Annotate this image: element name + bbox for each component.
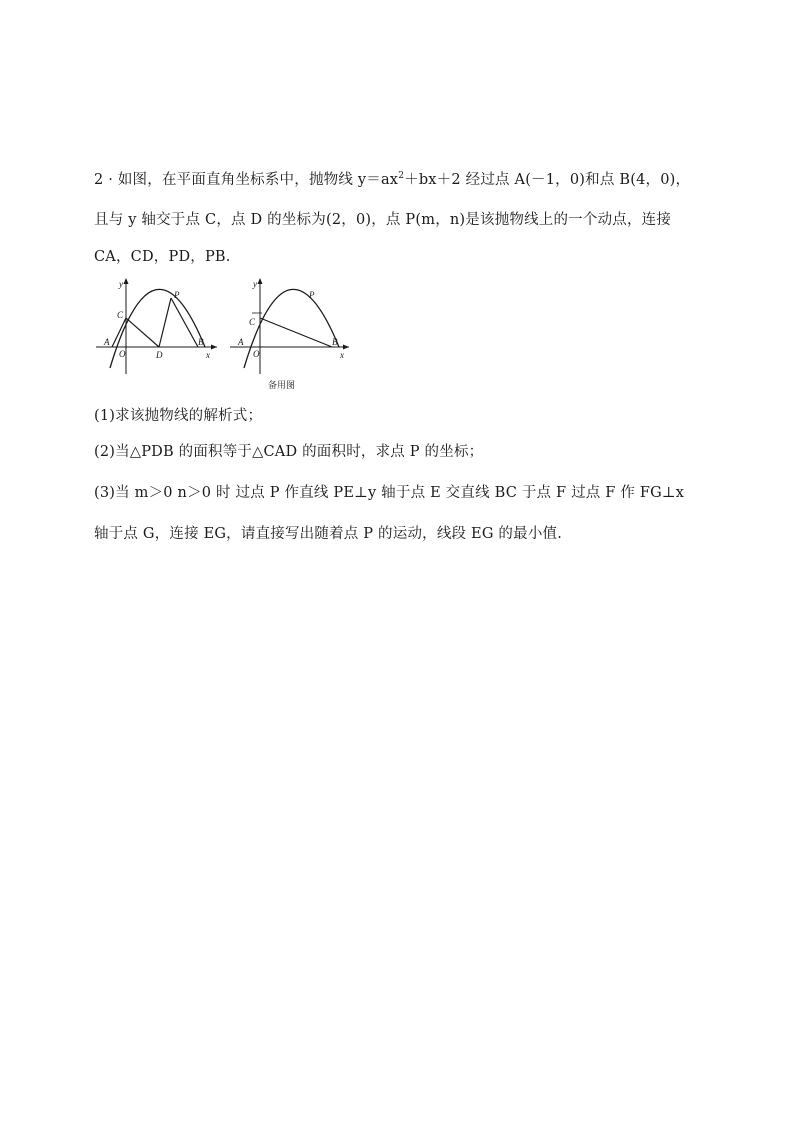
question-2: (2)当△PDB 的面积等于△CAD 的面积时，求点 P 的坐标； <box>94 444 484 460</box>
question-1: (1)求该抛物线的解析式； <box>94 408 263 424</box>
left-y-arrow <box>124 278 129 284</box>
right-label-x: x <box>340 350 344 360</box>
left-label-B: B <box>198 337 204 347</box>
right-figure <box>230 278 349 374</box>
right-label-y: y <box>253 279 257 289</box>
left-label-A: A <box>104 337 110 347</box>
right-y-arrow <box>258 278 263 284</box>
figure-caption: 备用图 <box>268 381 296 391</box>
right-x-arrow <box>343 345 349 350</box>
problem-line-1 <box>94 168 690 189</box>
left-label-y: y <box>119 279 123 289</box>
left-figure <box>96 278 217 374</box>
problem-line-1-part-b: ＋bx＋2 经过点 A(－1，0)和点 B(4，0)， <box>404 172 691 188</box>
right-label-P: P <box>309 290 315 300</box>
question-3-line-2: 轴于点 G，连接 EG，请直接写出随着点 P 的运动，线段 EG 的最小值. <box>94 526 563 542</box>
question-3-line-1: (3)当 m＞0 n＞0 时 过点 P 作直线 PE⊥y 轴于点 E 交直线 BC 于点 F 过点 F 作 FG⊥x <box>94 485 685 501</box>
segment-CB <box>260 318 332 347</box>
left-label-x: x <box>206 350 210 360</box>
right-label-C: C <box>249 317 256 327</box>
left-label-O: O <box>119 349 126 359</box>
exponent-2: 2 <box>398 171 405 181</box>
left-label-C: C <box>117 310 124 320</box>
segment-PD <box>159 298 171 347</box>
right-label-A: A <box>238 337 244 347</box>
left-label-D: D <box>156 350 163 360</box>
problem-line-2: 且与 y 轴交于点 C，点 D 的坐标为(2，0)，点 P(m，n)是该抛物线上的一个动点，连接 <box>94 212 672 228</box>
right-label-O: O <box>253 349 260 359</box>
problem-line-1-part-a: 2 · 如图，在平面直角坐标系中，抛物线 y＝ax <box>94 172 399 188</box>
segment-CD <box>126 318 159 347</box>
left-label-P: P <box>174 290 180 300</box>
right-label-B: B <box>332 337 338 347</box>
parabola-figures <box>92 274 362 379</box>
figures <box>92 274 362 394</box>
problem-line-3: CA，CD，PD，PB. <box>94 249 231 265</box>
left-x-arrow <box>211 345 217 350</box>
